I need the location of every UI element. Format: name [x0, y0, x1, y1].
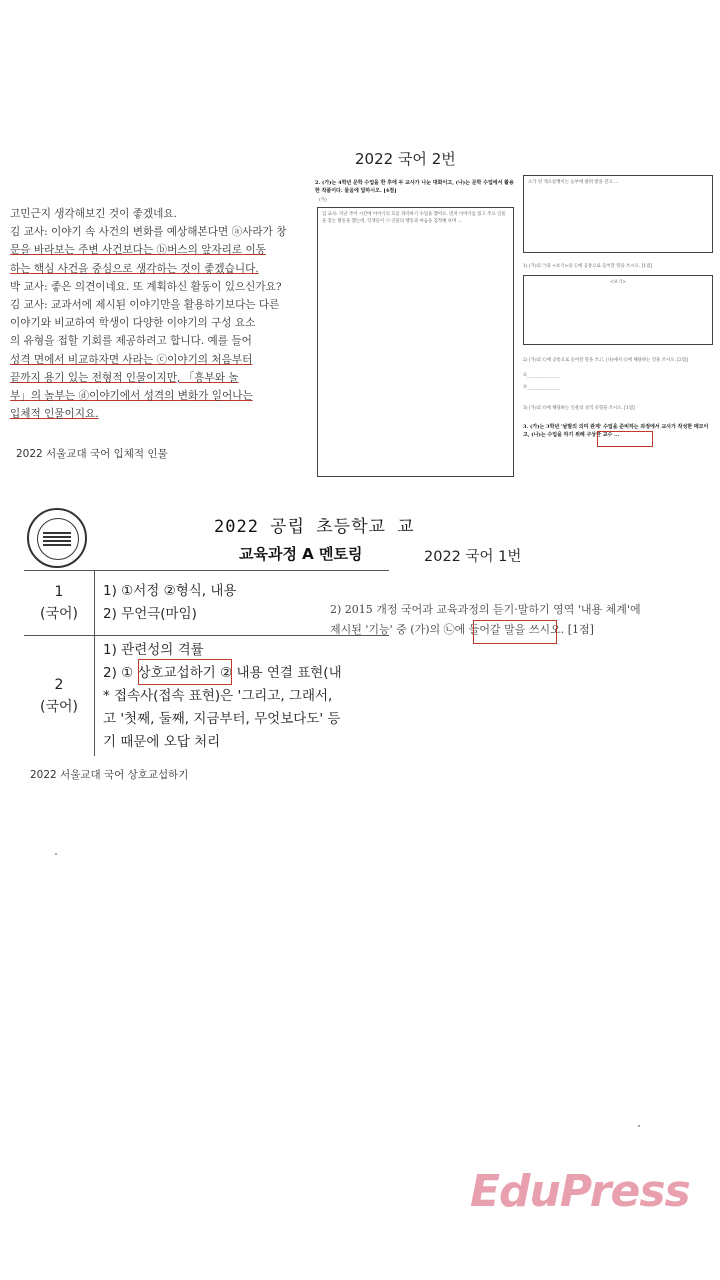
subject-name: (국어) [40, 606, 78, 622]
story-text: 소가 된 게으름뱅이는 농부에 팔려 밭을 갈고 ... [528, 180, 619, 185]
snippet-line: 제시된 '기능' 중 (가)의 ㉡에 들어갈 말을 쓰시오. [1점] [330, 623, 594, 636]
highlight-box-interaction [138, 659, 232, 685]
university-seal-icon [27, 508, 87, 568]
subject-cell [24, 636, 95, 757]
snippet-line: 2) 2015 개정 국어과 교육과정의 듣기·말하기 영역 '내용 체계'에 [330, 603, 641, 616]
excerpt-line: 문을 바라보는 주변 사건보다는 ⓑ버스의 앞자리로 이동 [10, 244, 266, 257]
excerpt-line: 입체적 인물이지요. [10, 408, 99, 421]
caption-interaction: 2022 서울교대 국어 상호교섭하기 [30, 769, 189, 781]
q1-text: 1) (가)의 ㉠과 <보기>의 ㉡에 공통으로 들어갈 말을 쓰시오. [1점] [523, 264, 653, 269]
answer-line: 기 때문에 오답 처리 [103, 733, 221, 750]
answer-line: 2) 무언극(마임) [103, 606, 197, 622]
caption-character: 2022 서울교대 국어 입체적 인물 [16, 448, 168, 460]
excerpt-line: 이야기와 비교하여 학생이 다양한 이야기의 구성 요소 [10, 317, 256, 330]
excerpt-line: 고민근지 생각해보긴 것이 좋겠네요. [10, 208, 177, 220]
scan-dot [55, 853, 57, 855]
answer-line: 2) ① 상호교섭하기 ② 내용 연결 표현(내 [103, 664, 342, 681]
excerpt-line: 의 유형을 접할 기회를 제공하려고 합니다. 예를 들어 [10, 335, 252, 348]
exam-left-column [313, 175, 518, 490]
exam-title-q1: 2022 국어 1번 [424, 549, 522, 565]
table-subtitle: 교육과정 A 멘토링 [239, 545, 363, 563]
answer-line: 1) 관련성의 격률 [103, 641, 204, 658]
table-title: 2022 공립 초등학교 교 [214, 517, 415, 537]
label-ga: (가) [319, 198, 327, 203]
excerpt-line: 성격 면에서 비교하자면 사라는 ⓒ이야기의 처음부터 [10, 353, 253, 366]
exam-right-column: 소가 된 게으름뱅이는 농부에 팔려 밭을 갈고 ... 1) (가)의 ㉠과 <보기>의 ㉡에 공통으로 들어갈 말을 쓰시오. [1점] <보기> 2) (가)의 ㉢에 공통으로 들어갈 말을 쓰고, (나)에서 ㉣에 해당하는 것을 쓰시오. [2점] ①_______________ ②_______________ 3) (가)의 ㉤에 해당하는 인물의 성격 유형을 쓰시오. [1점] 3. (가)는 3학년 '낱말의 의미 관계' 수업을 준비하는 과정에서 교사가 작성한 메모이고, (나)는 수업을 하기 위해 구상한 교수 ... [523, 175, 713, 490]
bogi-label: <보기> [610, 279, 626, 285]
subject-number: 1 [54, 584, 64, 600]
excerpt-line: 김 교사: 교과서에 제시된 이야기만을 활용하기보다는 다른 [10, 299, 280, 312]
highlight-box-blank [473, 620, 557, 644]
excerpt-line: 부」의 놀부는 ⓓ이야기에서 성격의 변화가 일어나는 [10, 390, 253, 403]
dialogue-text: 김 교사: 지난 국어 시간에 이야기의 흐름 파악하기 수업을 했어요. 먼저 이야기를 읽고 주요 인물을 찾는 활동을 했는데, 학생들이 ⓐ 인물의 행동과 마음을 짐작해 보며 ... [322, 211, 506, 224]
subject-name: (국어) [40, 699, 78, 715]
exam-title-q2: 2022 국어 2번 [355, 150, 456, 168]
excerpt-line: 끝까지 용기 있는 전형적 인물이지만, 「흥부와 놀 [10, 371, 239, 384]
subject-cell [24, 571, 95, 636]
highlight-box-character-type [597, 431, 653, 447]
q2-text: 2) (가)의 ㉢에 공통으로 들어갈 말을 쓰고, (나)에서 ㉣에 해당하는 것을 쓰시오. [2점] [523, 357, 688, 363]
answer-line: 1) ①서정 ②형식, 내용 [103, 583, 237, 599]
dialogue-excerpt [10, 205, 310, 430]
question-2: 2. (가)는 4학년 문학 수업을 한 후에 두 교사가 나눈 대화이고, (나)는 문학 수업에서 활용한 작품이다. 물음에 답하시오. [4점] [315, 180, 514, 194]
edupress-logo: EduPress [470, 1166, 690, 1217]
excerpt-line: 박 교사: 좋은 의견이네요. 또 계획하신 활동이 있으신가요? [10, 280, 282, 293]
exam-page [313, 175, 713, 490]
q3-text: 3) (가)의 ㉤에 해당하는 인물의 성격 유형을 쓰시오. [1점] [523, 406, 635, 411]
question-3: 3. (가)는 3학년 '낱말의 의미 관계' 수업을 준비하는 과정에서 교사가 작성한 메모이고, (나)는 수업을 하기 위해 구상한 교수 ... [523, 423, 709, 438]
answer-line: 고 '첫째, 둘째, 지금부터, 무엇보다도' 등 [103, 710, 341, 727]
bogi-box [523, 275, 713, 345]
scan-dot [638, 1125, 640, 1127]
answer-line: * 접속사(접속 표현)은 '그리고, 그래서, [103, 687, 333, 704]
subject-number: 2 [54, 677, 64, 693]
story-box [523, 175, 713, 253]
dialogue-box [317, 207, 514, 477]
excerpt-line: 하는 핵심 사건을 중심으로 생각하는 것이 좋겠습니다. [10, 262, 259, 275]
excerpt-line: 김 교사: 이야기 속 사건의 변화를 예상해본다면 ⓐ사라가 창 [10, 226, 287, 239]
